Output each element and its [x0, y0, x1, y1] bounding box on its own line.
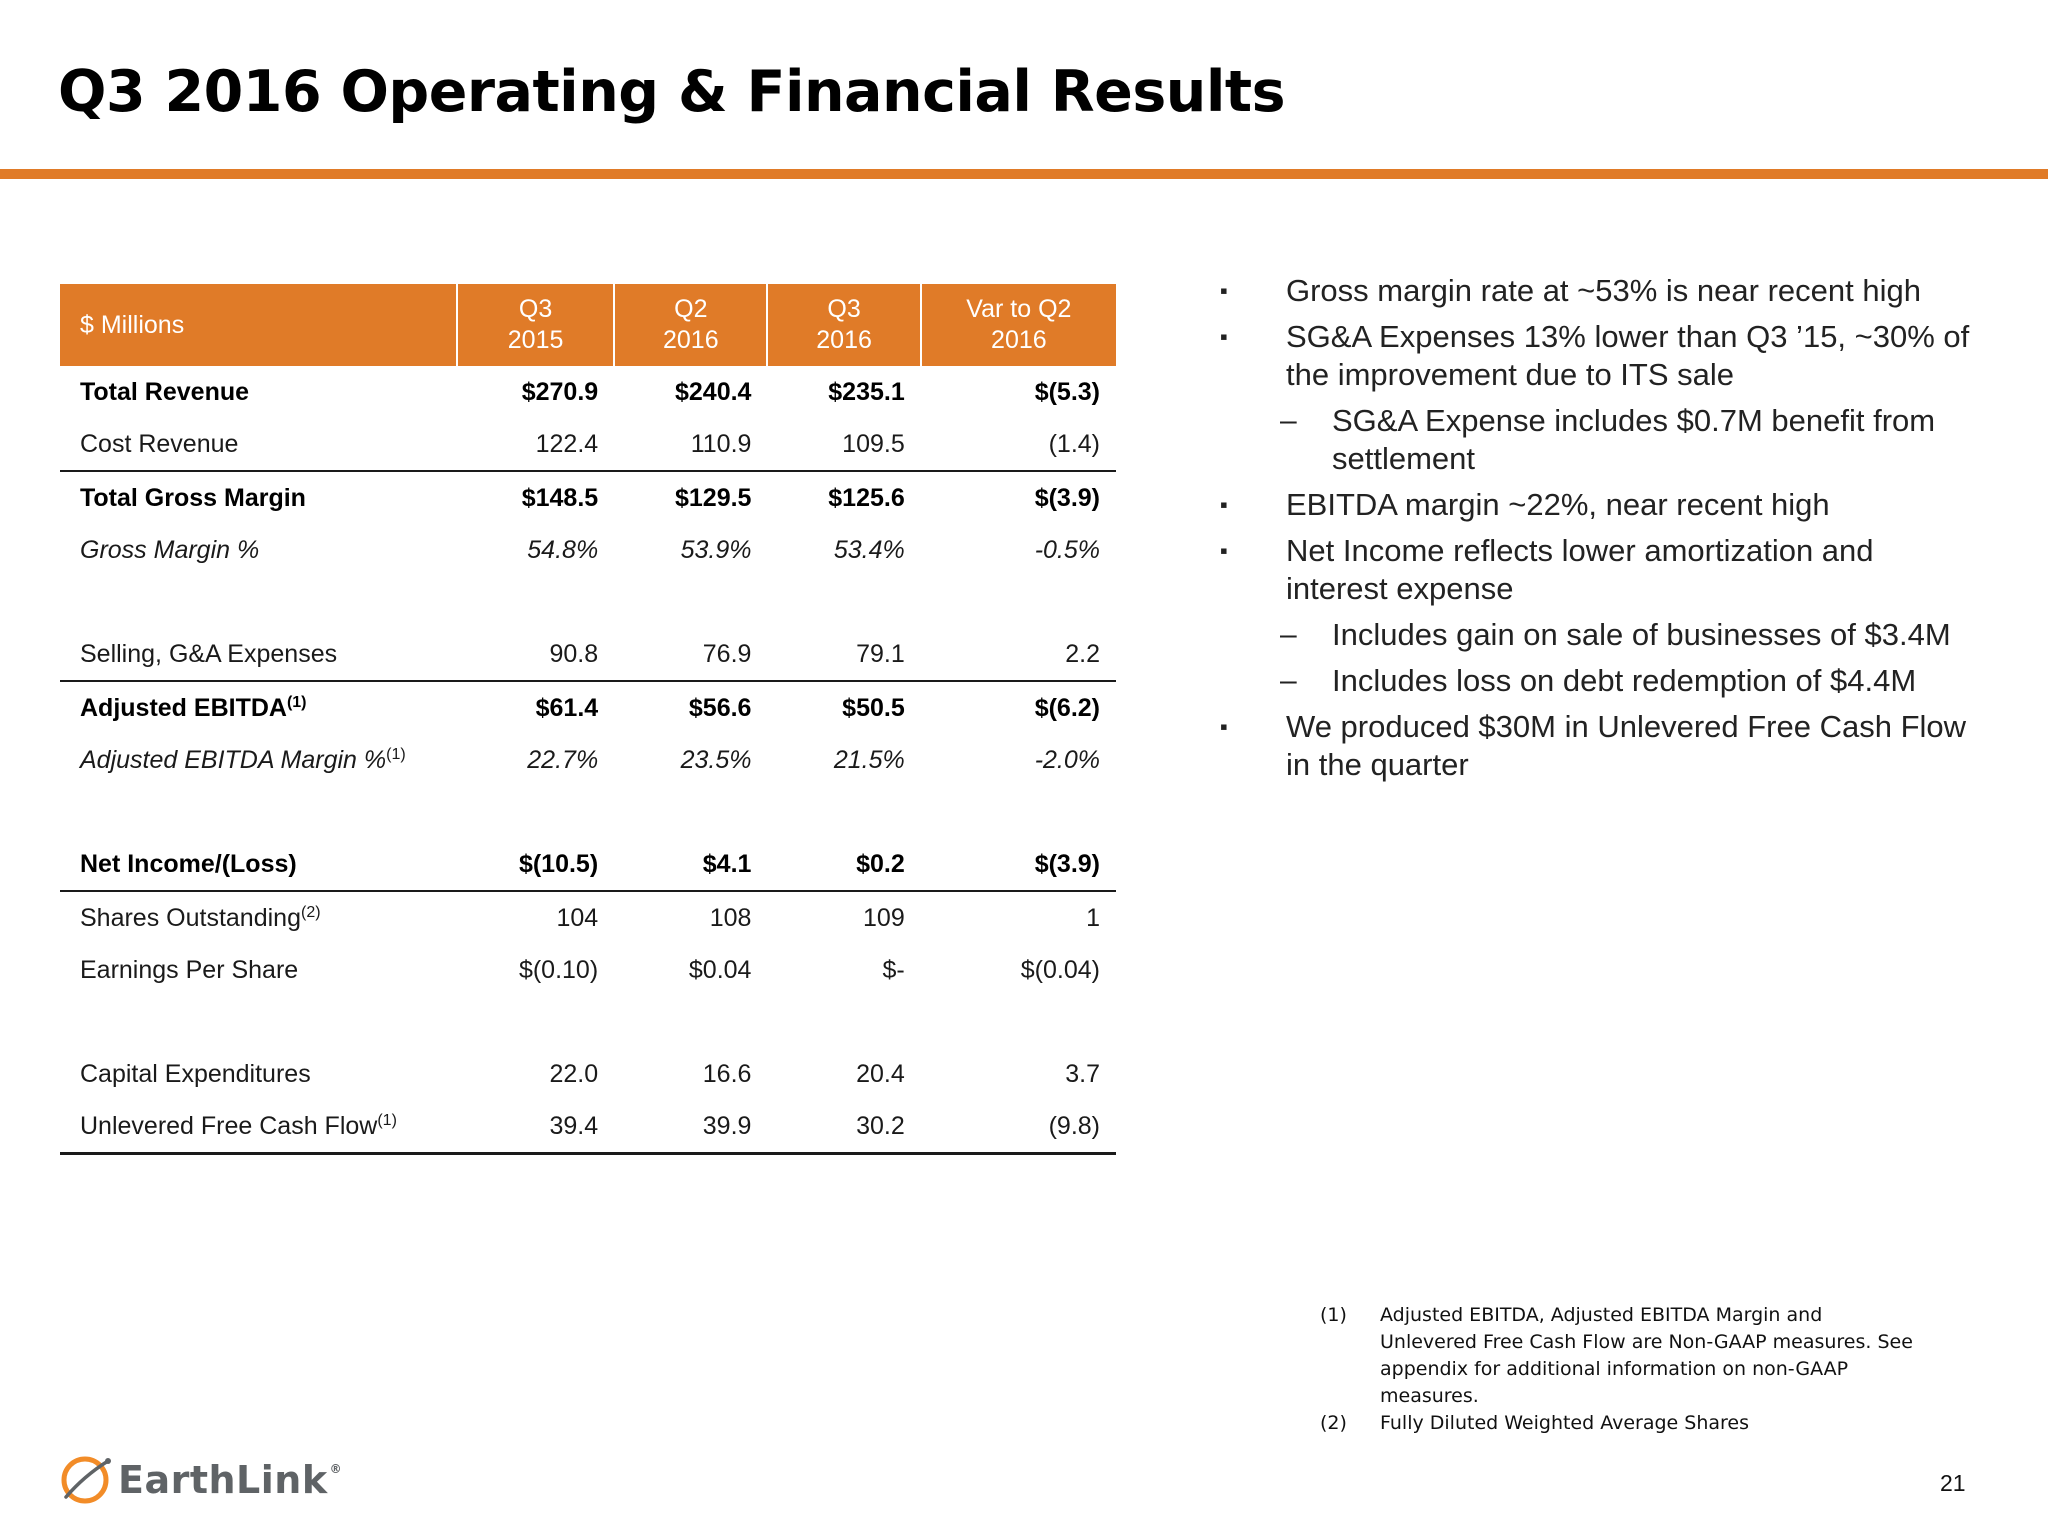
cell-value: 104 [457, 891, 614, 944]
cell-value: 122.4 [535, 429, 599, 458]
row-label-cell [60, 681, 457, 734]
sub-bullet-item [1200, 662, 1980, 700]
header-var-to-q2-2016 [921, 284, 1116, 366]
header-q2-2016-line1: Q2 [674, 295, 708, 323]
cell-value: $50.5 [767, 681, 920, 734]
bullet-item [1200, 272, 1980, 310]
cell-value: $(3.9) [921, 471, 1116, 524]
cell-value: 110.9 [690, 429, 752, 458]
bullet-text: Net Income reflects lower amortization and interest expense [1286, 533, 1874, 606]
cell-value: 53.4% [833, 535, 905, 564]
financial-results-table [60, 284, 1116, 1155]
bullet-text: EBITDA margin ~22%, near recent high [1286, 487, 1830, 522]
dash-bullet-icon: – [1280, 664, 1297, 697]
cell-value: 20.4 [856, 1059, 905, 1088]
cell-value: -0.5% [1034, 535, 1100, 564]
footnote-text: Fully Diluted Weighted Average Shares [1380, 1412, 1750, 1434]
page-number: 21 [1940, 1470, 1966, 1496]
bullet-text: Gross margin rate at ~53% is near recent high [1286, 273, 1921, 308]
row-label: Gross Margin % [80, 535, 260, 564]
row-label: Selling, G&A Expenses [80, 639, 338, 668]
table-header-row [60, 284, 1116, 366]
cell-value: 22.7% [527, 745, 599, 774]
cell-value: 16.6 [702, 1059, 752, 1088]
earthlink-orbit-logo-icon [58, 1453, 112, 1507]
row-adjusted-ebitda [60, 681, 1116, 734]
cell-value: 21.5% [833, 745, 905, 774]
dash-bullet-icon: – [1280, 404, 1297, 437]
sub-bullet-item [1200, 402, 1980, 478]
header-q3-2015 [457, 284, 614, 366]
cell-value: 3.7 [1065, 1059, 1100, 1088]
cell-value: 2.2 [1065, 639, 1100, 668]
bullet-text: Includes gain on sale of businesses of $3.4M [1332, 617, 1951, 652]
row-label: Unlevered Free Cash Flow [80, 1111, 378, 1140]
row-total-gross-margin [60, 471, 1116, 524]
header-var-line1: Var to Q2 [966, 295, 1072, 323]
cell-value: 79.1 [856, 639, 905, 668]
footnote-ref: (1) [386, 745, 406, 763]
cell-value: $(3.9) [1034, 849, 1100, 878]
cell-value: 23.5% [680, 745, 752, 774]
footnote [1320, 1410, 1940, 1437]
cell-value: (1.4) [1048, 429, 1100, 458]
cell-value: 76.9 [702, 639, 752, 668]
logo-name: EarthLink [118, 1458, 328, 1502]
header-q2-2016 [614, 284, 767, 366]
cell-value: 53.9% [680, 535, 752, 564]
bullet-item [1200, 318, 1980, 394]
row-label: Cost Revenue [80, 429, 239, 458]
bullet-text: SG&A Expenses 13% lower than Q3 ’15, ~30% of the improvement due to ITS sale [1286, 319, 1970, 392]
row-label: Earnings Per Share [80, 955, 299, 984]
cell-value: $270.9 [521, 377, 599, 406]
cell-value: $4.1 [702, 849, 752, 878]
row-shares-outstanding [60, 891, 1116, 944]
row-capital-expenditures [60, 1048, 1116, 1100]
dash-bullet-icon: – [1280, 618, 1297, 651]
row-label-cell [60, 734, 457, 786]
footnote-number: (2) [1320, 1412, 1347, 1434]
footnote-ref: (1) [377, 1111, 397, 1129]
spacer-cell [60, 996, 1116, 1048]
header-q3-2016 [767, 284, 920, 366]
registered-mark: ® [329, 1462, 343, 1476]
cell-value: $(0.10) [518, 955, 599, 984]
cell-value: $235.1 [828, 377, 905, 406]
cell-value: $(6.2) [921, 681, 1116, 734]
row-sga-expenses [60, 628, 1116, 681]
row-gross-margin-pct [60, 524, 1116, 576]
row-label: Adjusted EBITDA [80, 693, 287, 722]
header-q2-2016-line2: 2016 [663, 326, 719, 354]
spacer-row [60, 576, 1116, 628]
footnote-ref: (2) [300, 903, 321, 921]
cell-value: $(0.04) [1020, 955, 1100, 984]
cell-value: $61.4 [457, 681, 614, 734]
footnote [1320, 1302, 1940, 1410]
bullet-text: Includes loss on debt redemption of $4.4M [1332, 663, 1917, 698]
bullet-text: SG&A Expense includes $0.7M benefit from settlement [1332, 403, 1936, 476]
header-q3-2016-line1: Q3 [827, 295, 861, 323]
row-total-revenue [60, 366, 1116, 418]
spacer-cell [60, 786, 1116, 838]
bullet-item [1200, 486, 1980, 524]
bullet-text: We produced $30M in Unlevered Free Cash Flow in the quarter [1286, 709, 1967, 782]
square-bullet-icon: ▪ [1220, 324, 1228, 349]
row-cost-revenue [60, 418, 1116, 471]
cell-value: 39.9 [614, 1100, 767, 1154]
cell-value: 109 [767, 891, 920, 944]
row-unlevered-free-cash-flow [60, 1100, 1116, 1154]
row-label: Net Income/(Loss) [80, 849, 297, 878]
row-label: Shares Outstanding [80, 903, 301, 932]
footnotes [1320, 1302, 1940, 1437]
cell-value: $(5.3) [1034, 377, 1100, 406]
cell-value: 90.8 [549, 639, 599, 668]
cell-value: -2.0% [1034, 745, 1100, 774]
row-label: Total Gross Margin [60, 471, 457, 524]
header-q3-2016-line2: 2016 [816, 326, 872, 354]
bullet-item [1200, 532, 1980, 608]
square-bullet-icon: ▪ [1220, 492, 1228, 517]
spacer-row [60, 786, 1116, 838]
row-label-cell [60, 1100, 457, 1154]
cell-value: 1 [921, 891, 1116, 944]
footnote-text: Adjusted EBITDA, Adjusted EBITDA Margin and Unlevered Free Cash Flow are Non-GAAP measures. See appendix for additional information on non-GAAP measures. [1380, 1304, 1913, 1407]
square-bullet-icon: ▪ [1220, 278, 1228, 303]
cell-value: $125.6 [767, 471, 920, 524]
cell-value: $0.2 [856, 849, 905, 878]
bullet-item [1200, 708, 1980, 784]
earthlink-logo [58, 1452, 342, 1508]
logo-wordmark [118, 1458, 342, 1502]
square-bullet-icon: ▪ [1220, 538, 1228, 563]
cell-value: $(10.5) [518, 849, 599, 878]
cell-value: 109.5 [842, 429, 905, 458]
cell-value: (9.8) [921, 1100, 1116, 1154]
footnote-number: (1) [1320, 1304, 1347, 1326]
row-label: Adjusted EBITDA Margin % [80, 745, 387, 774]
row-earnings-per-share [60, 944, 1116, 996]
commentary-bullets [1200, 272, 1980, 792]
header-var-line2: 2016 [991, 326, 1047, 354]
cell-value: $129.5 [614, 471, 767, 524]
header-q3-2015-line2: 2015 [507, 326, 564, 354]
row-label-cell [60, 891, 457, 944]
cell-value: $0.04 [688, 955, 752, 984]
cell-value: $56.6 [614, 681, 767, 734]
slide-title: Q3 2016 Operating & Financial Results [58, 59, 1286, 125]
footnote-ref: (1) [286, 693, 307, 711]
cell-value: 22.0 [549, 1059, 599, 1088]
row-adjusted-ebitda-margin [60, 734, 1116, 786]
spacer-cell [60, 576, 1116, 628]
cell-value: 39.4 [457, 1100, 614, 1154]
cell-value: $240.4 [674, 377, 752, 406]
cell-value: 30.2 [767, 1100, 920, 1154]
cell-value: 108 [614, 891, 767, 944]
row-label: Total Revenue [80, 377, 250, 406]
square-bullet-icon: ▪ [1220, 714, 1228, 739]
cell-value: $148.5 [457, 471, 614, 524]
header-units-label: $ Millions [60, 284, 457, 366]
header-q3-2015-line1: Q3 [518, 295, 553, 323]
row-net-income [60, 838, 1116, 891]
row-label: Capital Expenditures [80, 1059, 311, 1088]
title-divider [0, 169, 2048, 179]
sub-bullet-item [1200, 616, 1980, 654]
spacer-row [60, 996, 1116, 1048]
cell-value: 54.8% [527, 535, 599, 564]
cell-value: $- [882, 955, 905, 984]
